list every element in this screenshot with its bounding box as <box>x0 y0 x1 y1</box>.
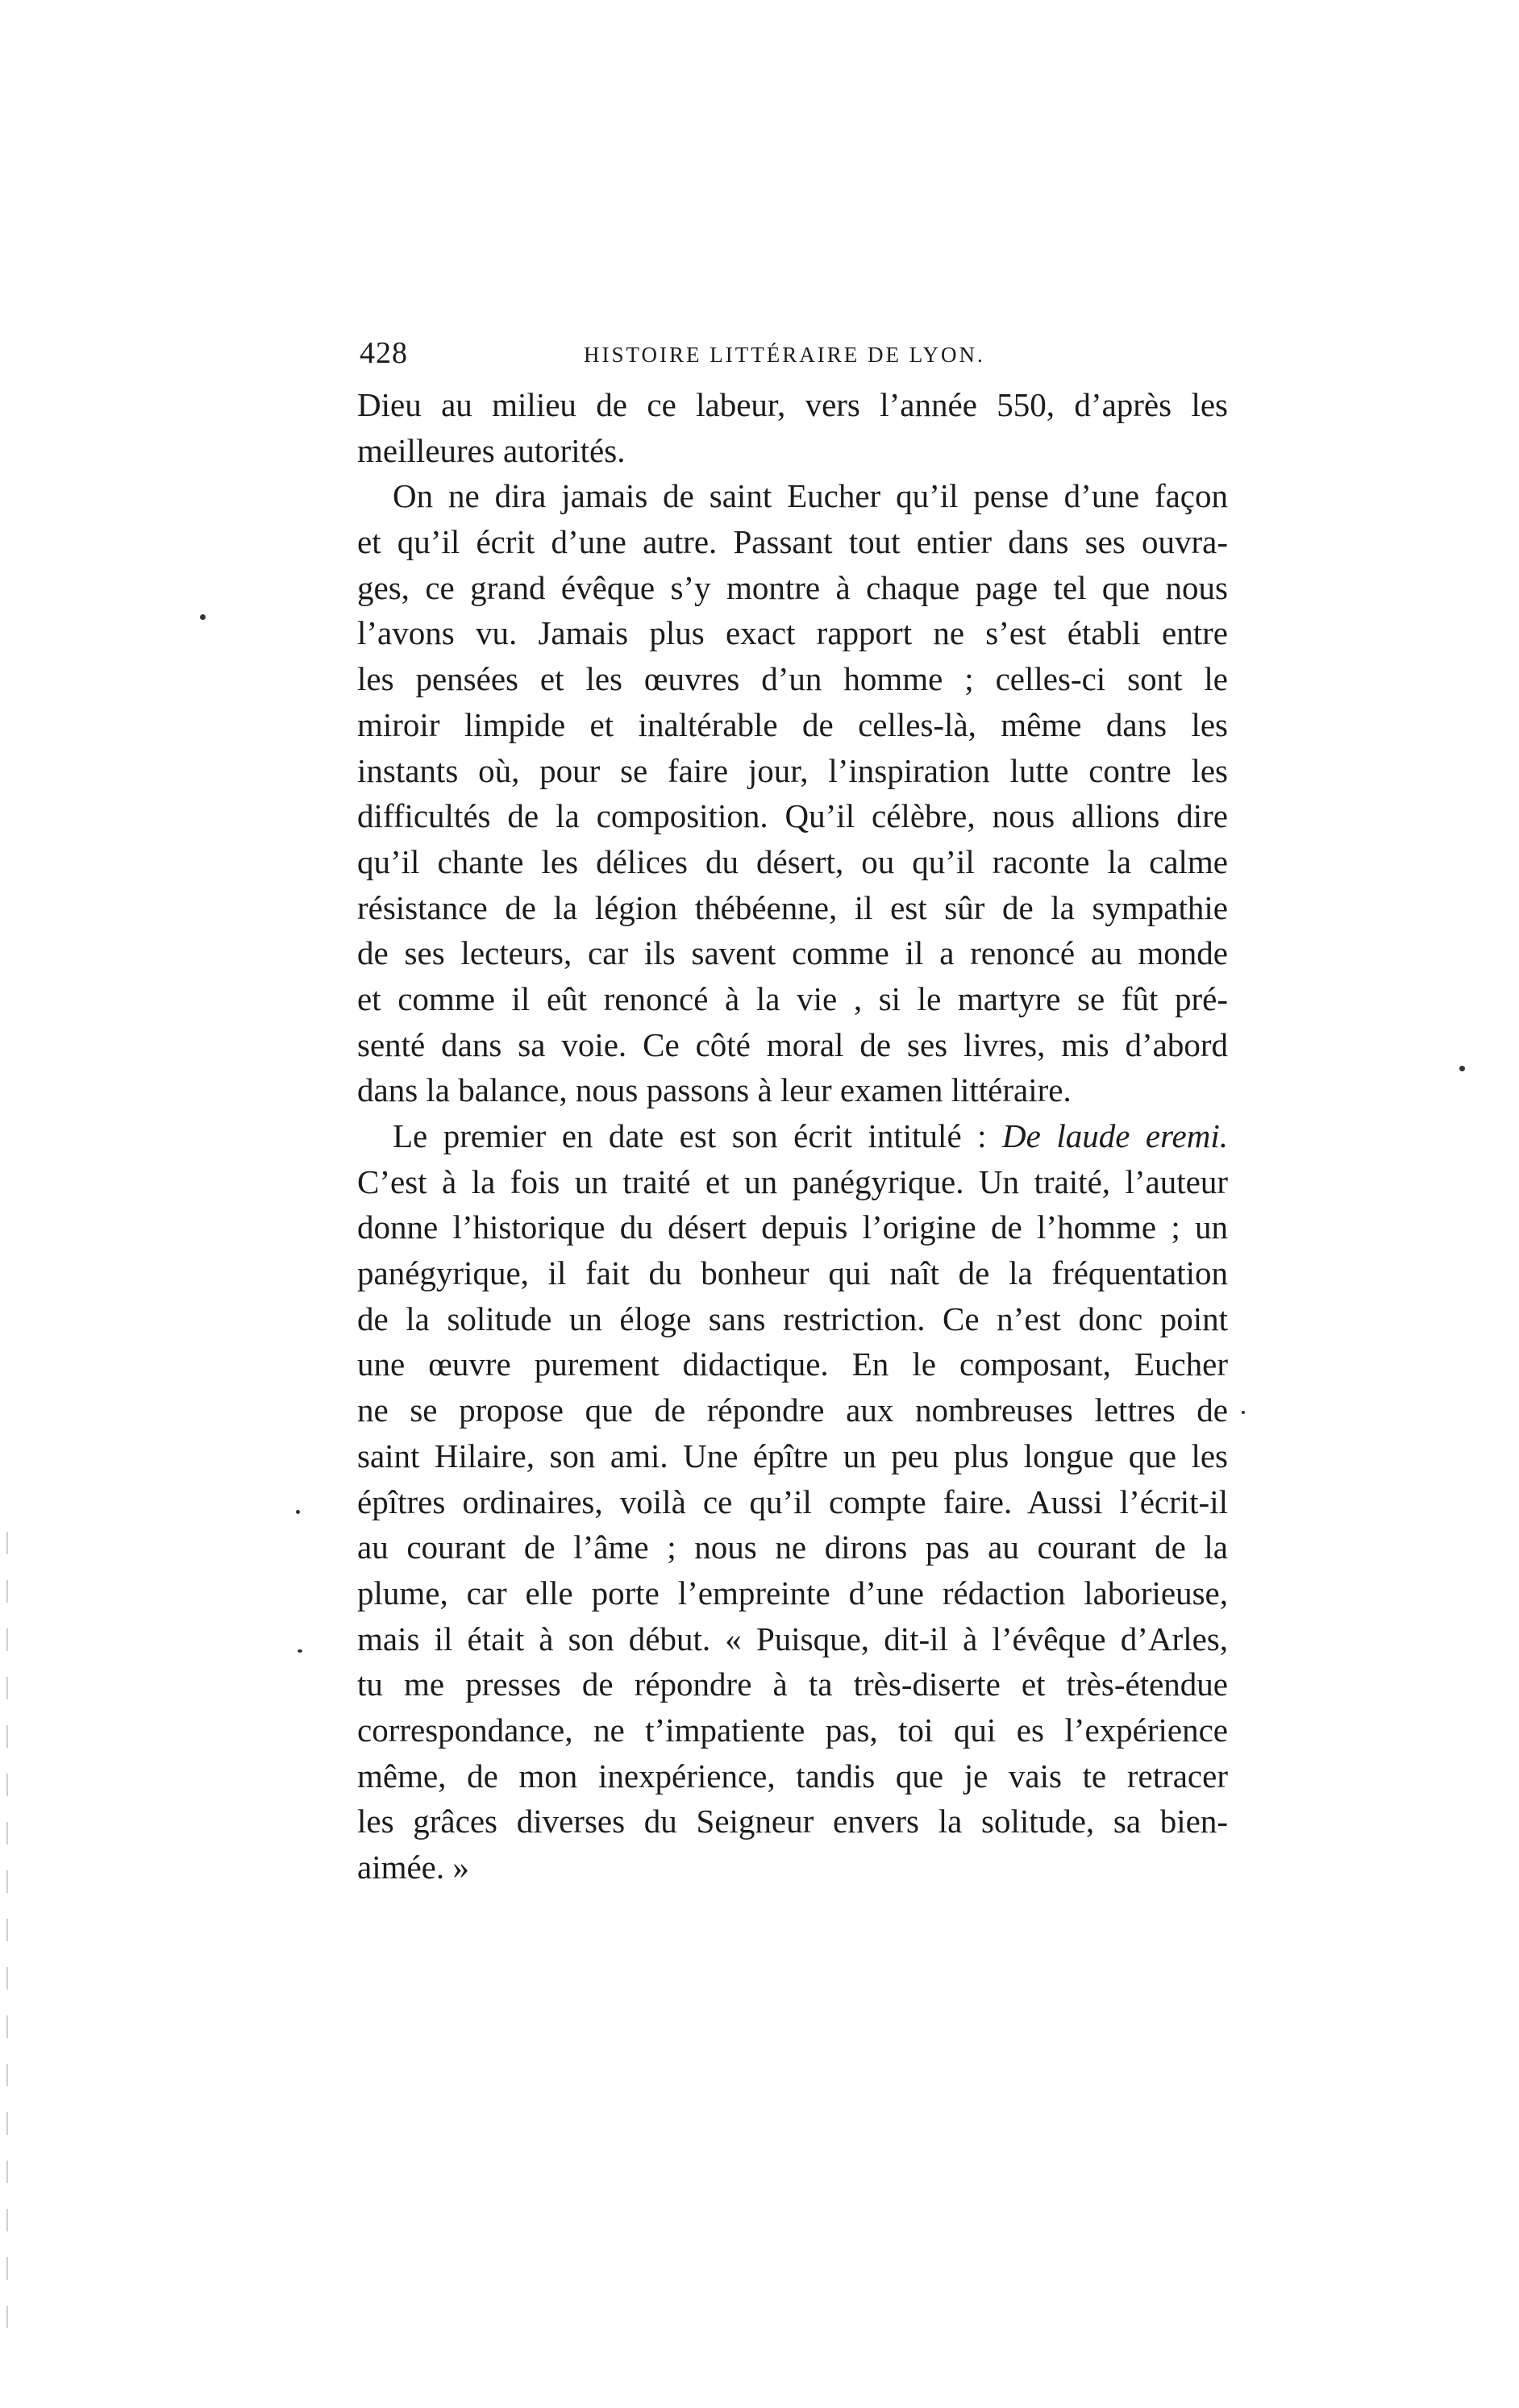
paper-speck <box>200 614 206 620</box>
paragraph-start-line: On ne dira jamais de saint Eucher qu’il pense d’une façon <box>393 477 1228 515</box>
text-line: et qu’il écrit d’une autre. Passant tout entier dans ses ouvra- <box>357 523 1228 561</box>
text-line: et comme il eût renoncé à la vie , si le martyre se fût pré- <box>357 979 1228 1017</box>
text-line: Dieu au milieu de ce labeur, vers l’année 550, d’après les <box>357 386 1228 423</box>
text-line: miroir limpide et inaltérable de celles-là, même dans les <box>357 705 1228 743</box>
text-line: de la solitude un éloge sans restriction. Ce n’est donc point <box>357 1300 1228 1337</box>
text-line: épîtres ordinaires, voilà ce qu’il compte faire. Aussi l’écrit-il <box>357 1483 1228 1520</box>
text-line: les pensées et les œuvres d’un homme ; celles-ci sont le <box>357 660 1228 698</box>
running-title: HISTOIRE LITTÉRAIRE DE LYON. <box>584 343 985 367</box>
text-line: correspondance, ne t’impatiente pas, toi qui es l’expérience <box>357 1711 1228 1749</box>
text-line: ges, ce grand évêque s’y montre à chaque page tel que nous <box>357 568 1228 606</box>
text-line: instants où, pour se faire jour, l’inspiration lutte contre les <box>357 751 1228 789</box>
paper-speck <box>1459 1066 1465 1071</box>
text-line: panégyrique, il fait du bonheur qui naît de la fréquentation <box>357 1254 1228 1292</box>
text-line: mais il était à son début. « Puisque, dit-il à l’évêque d’Arles, <box>357 1620 1228 1657</box>
text-line: senté dans sa voie. Ce côté moral de ses livres, mis d’abord <box>357 1025 1228 1063</box>
running-head <box>360 332 1227 374</box>
text-line: résistance de la légion thébéenne, il est sûr de la sympathie <box>357 888 1228 926</box>
text-line: donne l’historique du désert depuis l’origine de l’homme ; un <box>357 1208 1228 1246</box>
text-line: au courant de l’âme ; nous ne dirons pas au courant de la <box>357 1528 1228 1566</box>
text-line: une œuvre purement didactique. En le composant, Eucher <box>357 1345 1228 1383</box>
text-line: plume, car elle porte l’empreinte d’une rédaction laborieuse, <box>357 1574 1228 1612</box>
text-run: Le premier en date est son écrit intitulé : <box>393 1117 1003 1154</box>
body-text <box>357 382 1228 1890</box>
paper-speck <box>296 1510 300 1514</box>
text-line: dans la balance, nous passons à leur examen littéraire. <box>357 1071 1072 1109</box>
text-line: de ses lecteurs, car ils savent comme il a renoncé au monde <box>357 934 1228 972</box>
text-line: qu’il chante les délices du désert, ou qu’il raconte la calme <box>357 842 1228 880</box>
text-line: meilleures autorités. <box>357 431 626 469</box>
text-line: tu me presses de répondre à ta très-diserte et très-étendue <box>357 1666 1228 1703</box>
paper-speck <box>1242 1411 1245 1414</box>
text-line: même, de mon inexpérience, tandis que je vais te retracer <box>357 1757 1228 1795</box>
text-line: saint Hilaire, son ami. Une épître un peu plus longue que les <box>357 1437 1228 1474</box>
text-line: difficultés de la composition. Qu’il célèbre, nous allions dire <box>357 797 1228 835</box>
text-line: aimée. » <box>357 1849 469 1886</box>
margin-mark <box>6 1532 8 2338</box>
text-line: ne se propose que de répondre aux nombreuses lettres de <box>357 1391 1228 1429</box>
paragraph-start-line <box>357 1113 1228 1159</box>
page-number: 428 <box>360 336 408 370</box>
paper-speck <box>298 1649 302 1653</box>
latin-title: De laude eremi. <box>1002 1117 1228 1154</box>
text-line: les grâces diverses du Seigneur envers la solitude, sa bien- <box>357 1803 1228 1840</box>
text-line: C’est à la fois un traité et un panégyrique. Un traité, l’auteur <box>357 1162 1228 1200</box>
text-line: l’avons vu. Jamais plus exact rapport ne s’est établi entre <box>357 614 1228 652</box>
